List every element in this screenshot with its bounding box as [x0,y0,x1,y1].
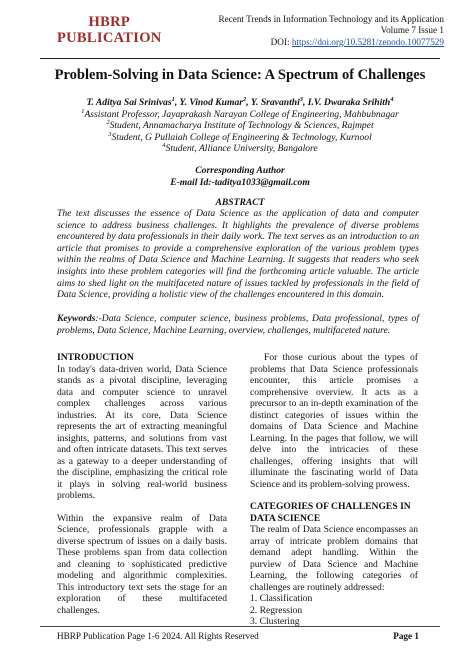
doi-label: DOI: [270,36,292,47]
intro-heading: INTRODUCTION [57,352,134,363]
list-item: 2. Regression [250,604,303,616]
affiliation [40,109,440,121]
paper-title: Problem-Solving in Data Science: A Spectrum of Challenges [54,67,426,83]
affiliation-sup: 4 [162,142,166,150]
author-sup: 3 [299,95,303,103]
corresponding-label: Corresponding Author [195,165,285,176]
affiliation-text: Assistant Professor, Jayaprakash Narayan College of Engineering, Mahbubnagar [84,108,399,120]
header-rule [40,58,440,59]
author-name: Y. Sravanthi [250,97,300,108]
right-column [250,352,418,628]
doi-line [184,37,444,48]
categories-list [250,593,418,628]
journal-title: Recent Trends in Information Technology and its Application [218,14,444,24]
doi-link[interactable]: https://doi.org/10.5281/zenodo.10077529 [291,36,444,47]
keywords-label: Keywords [57,313,96,324]
affiliation-text: Student, Alliance University, Bangalore [165,143,318,155]
categories-paragraph: The realm of Data Science encompasses an array of intricate problem domains that demand adept handling. Within the purview of Data Science and Machine Learning, the following categories of challenges are routinely addressed: [250,524,418,593]
corresponding-email: E-mail Id:-taditya1033@gmail.com [170,176,310,188]
author-name: Y. Vinod Kumar [179,97,243,108]
author-sup: 2 [243,95,247,103]
footer-copyright: HBRP Publication Page 1-6 2024. All Rights Reserved [57,631,259,641]
footer-rule [40,626,440,627]
keywords [57,313,419,336]
right-paragraph-1: For those curious about the types of problems that Data Science professionals encounter, this article promises a comprehensive overview. It acts as a precursor to an in-depth examination of the distinct categories of issues within the domains of Data Science and Machine Learning. In the pages that follow, we will delve into the intricacies of these challenges, offering insights that will illuminate the fascinating world of Data Science and its problem-solving prowess. [250,352,418,490]
author-name: I.V. Dwaraka Srihith [307,97,391,108]
footer-page-number: Page 1 [393,631,419,641]
affiliation [40,143,440,155]
intro-paragraph-2: Within the expansive realm of Data Science, professionals grapple with a diverse spectrum of issues on a daily basis. These problems span from data collection and cleaning to sophisticated predictive modeling and algorithmic complexities. This introductory text sets the stage for an exploration of these multifaceted challenges. [57,512,227,616]
author-sup: 4 [390,95,394,103]
affiliation [40,120,440,132]
affiliation-sup: 2 [106,119,110,126]
affiliation-text: Student, G Pullaiah College of Engineering & Technology, Kurnool [111,131,372,143]
intro-paragraph-1: In today's data-driven world, Data Science stands as a pivotal discipline, leveraging data and computer science to unravel complex challenges across various industries. At its core, Data Science represents the art of extracting meaningful insights, patterns, and solutions from vast and often intricate datasets. This text serves as a gateway to a deeper understanding of the discipline, emphasizing the critical role it plays in solving real-world business problems. [57,363,227,501]
volume-issue: Volume 7 Issue 1 [380,25,444,36]
author-sup: 1 [171,95,175,103]
journal-info [184,14,444,48]
list-item: 3. Clustering [250,616,300,627]
abstract-heading: ABSTRACT [215,197,265,208]
affiliation [40,132,440,144]
author-names: T. Aditya Sai Srinivas$^1$, Y. Vinod Kumar$^2$, Y. Sravanthi$^3$, I.V. Dwaraka Srihith$^4$ [86,95,394,108]
corresponding-author [40,165,440,189]
page-header [0,0,474,64]
categories-heading: CATEGORIES OF CHALLENGES IN DATA SCIENCE [250,501,411,524]
author-name: T. Aditya Sai Srinivas [86,97,172,108]
left-column [57,352,227,627]
logo-line-2: PUBLICATION [57,30,162,46]
abstract-text: The text discusses the essence of Data Science as the application of data and computer science to address business challenges. It highlights the prevalence of diverse problems encountered by data professionals in their daily work. The text serves as an introduction to an article that promises to provide a comprehensive exploration of the various problem types within the realms of Data Science and Machine Learning. It suggests that readers who seek insights into these problem categories will find the forthcoming article valuable. The article aims to shed light on the multifaceted nature of issues tackled by professionals in the field of Data Science, providing a holistic view of the challenges encountered in this domain. [57,208,419,301]
affiliation-sup: 3 [108,130,112,138]
publisher-logo [57,14,162,46]
author-block [40,97,440,155]
affiliation-text: Student, Annamacharya Institute of Technology & Sciences, Rajmpet [109,120,374,132]
keywords-text: :-Data Science, computer science, business problems, Data professional, types of problems, Data Science, Machine Learning, overview, challenges, multifaceted nature. [57,313,419,336]
affiliation-sup: 1 [81,107,85,115]
list-item: 1. Classification [250,593,313,604]
logo-line-1: HBRP [88,14,131,30]
